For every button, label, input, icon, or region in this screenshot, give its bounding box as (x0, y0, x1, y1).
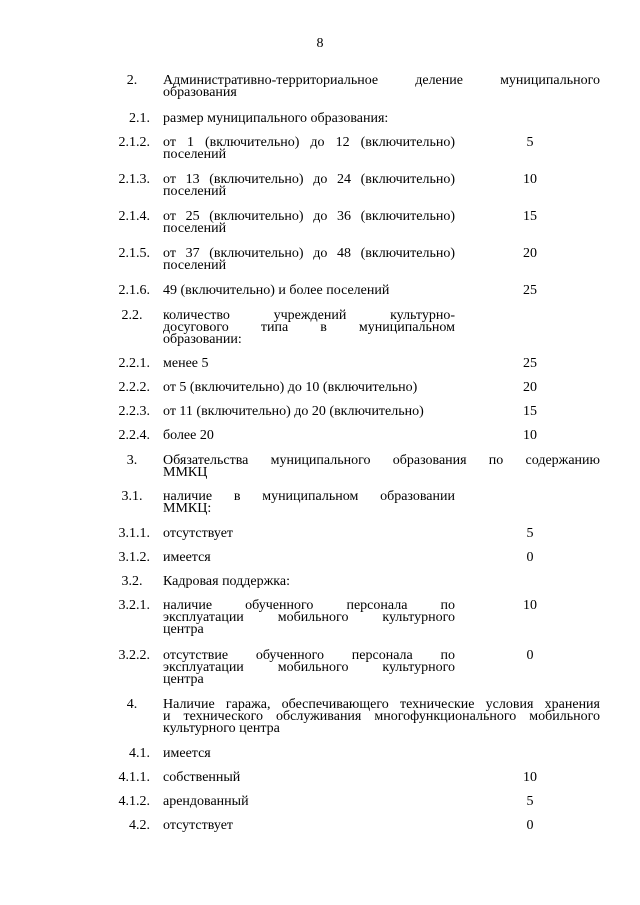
item-description (163, 382, 455, 394)
item-score: 20 (523, 380, 537, 395)
description-line: центра (163, 622, 204, 637)
item-description (163, 796, 455, 808)
item-description (163, 772, 455, 784)
item-score: 5 (526, 526, 534, 541)
item-score: 25 (523, 283, 537, 298)
item-description (163, 650, 455, 686)
item-number: 3.2.2. (118, 648, 150, 663)
item-description (163, 310, 455, 346)
description-line: от 1 (включительно) до 12 (включительно) (163, 135, 455, 150)
description-line: от 37 (включительно) до 48 (включительно) (163, 246, 455, 261)
item-description (163, 248, 455, 272)
item-description (163, 113, 455, 125)
item-number: 4.1.1. (118, 770, 150, 785)
item-description (163, 576, 455, 588)
page-number: 8 (316, 36, 324, 51)
description-line: от 13 (включительно) до 24 (включительно) (163, 172, 455, 187)
item-number: 3.2. (121, 574, 143, 589)
description-line: образовании: (163, 332, 242, 347)
description-line: от 5 (включительно) до 10 (включительно) (163, 380, 418, 395)
description-line: Наличие гаража, обеспечивающего технические условия хранения (163, 697, 600, 712)
item-description (163, 699, 600, 735)
description-line: ММКЦ: (163, 501, 212, 516)
item-score: 10 (523, 428, 537, 443)
item-description (163, 174, 455, 198)
item-number: 4.1. (129, 746, 150, 761)
description-line: Кадровая поддержка: (163, 574, 290, 589)
description-line: поселений (163, 258, 227, 273)
item-number: 2.2.2. (118, 380, 150, 395)
item-description (163, 358, 455, 370)
item-score: 10 (523, 172, 537, 187)
description-line: Обязательства муниципального образования по содержанию (163, 453, 600, 468)
item-number: 2.1.4. (118, 209, 150, 224)
item-score: 15 (523, 209, 537, 224)
item-description (163, 528, 455, 540)
item-score: 25 (523, 356, 537, 371)
description-line: центра (163, 672, 204, 687)
description-line: поселений (163, 221, 227, 236)
description-line: количество учреждений культурно- (163, 308, 455, 323)
item-number: 2.1.6. (118, 283, 150, 298)
item-description (163, 75, 600, 99)
item-number: 3. (126, 453, 138, 468)
item-score: 0 (526, 648, 534, 663)
description-line: ММКЦ (163, 465, 208, 480)
description-line: эксплуатации мобильного культурного (163, 610, 455, 625)
item-number: 4. (126, 697, 138, 712)
item-number: 2. (126, 73, 138, 88)
description-line: поселений (163, 184, 227, 199)
description-line: образования (163, 85, 237, 100)
description-line: от 11 (включительно) до 20 (включительно) (163, 404, 424, 419)
item-description (163, 748, 455, 760)
description-line: менее 5 (163, 356, 209, 371)
item-number: 4.2. (129, 818, 150, 833)
item-score: 5 (526, 135, 534, 150)
item-description (163, 430, 455, 442)
item-description (163, 406, 455, 418)
item-number: 2.2.4. (118, 428, 150, 443)
description-line: 49 (включительно) и более поселений (163, 283, 390, 298)
item-number: 3.1.2. (118, 550, 150, 565)
item-number: 4.1.2. (118, 794, 150, 809)
item-number: 2.1.2. (118, 135, 150, 150)
description-line: имеется (163, 550, 211, 565)
description-line: и технического обслуживания многофункционального мобильного (163, 709, 600, 724)
item-number: 2.1.5. (118, 246, 150, 261)
description-line: размер муниципального образования: (163, 111, 389, 126)
item-score: 0 (526, 818, 534, 833)
description-line: Административно-территориальное деление муниципального (163, 73, 600, 88)
description-line: более 20 (163, 428, 214, 443)
item-score: 5 (526, 794, 534, 809)
description-line: от 25 (включительно) до 36 (включительно) (163, 209, 455, 224)
item-description (163, 211, 455, 235)
description-line: имеется (163, 746, 211, 761)
description-line: арендованный (163, 794, 249, 809)
description-line: досугового типа в муниципальном (163, 320, 455, 335)
item-description (163, 491, 455, 515)
item-score: 0 (526, 550, 534, 565)
item-description (163, 600, 455, 636)
item-number: 3.1. (121, 489, 143, 504)
item-number: 3.2.1. (118, 598, 150, 613)
item-number: 3.1.1. (118, 526, 150, 541)
item-number: 2.1.3. (118, 172, 150, 187)
item-description (163, 455, 600, 479)
description-line: наличие в муниципальном образовании (163, 489, 455, 504)
item-description (163, 137, 455, 161)
description-line: наличие обученного персонала по (163, 598, 455, 613)
item-score: 10 (523, 770, 537, 785)
description-line: культурного центра (163, 721, 280, 736)
item-number: 2.1. (129, 111, 150, 126)
description-line: отсутствует (163, 818, 234, 833)
item-score: 20 (523, 246, 537, 261)
description-line: отсутствие обученного персонала по (163, 648, 455, 663)
item-description (163, 820, 455, 832)
description-line: эксплуатации мобильного культурного (163, 660, 455, 675)
item-description (163, 285, 455, 297)
item-score: 15 (523, 404, 537, 419)
item-description (163, 552, 455, 564)
item-number: 2.2.1. (118, 356, 150, 371)
item-number: 2.2. (121, 308, 143, 323)
description-line: отсутствует (163, 526, 234, 541)
item-number: 2.2.3. (118, 404, 150, 419)
description-line: собственный (163, 770, 241, 785)
item-score: 10 (523, 598, 537, 613)
description-line: поселений (163, 147, 227, 162)
